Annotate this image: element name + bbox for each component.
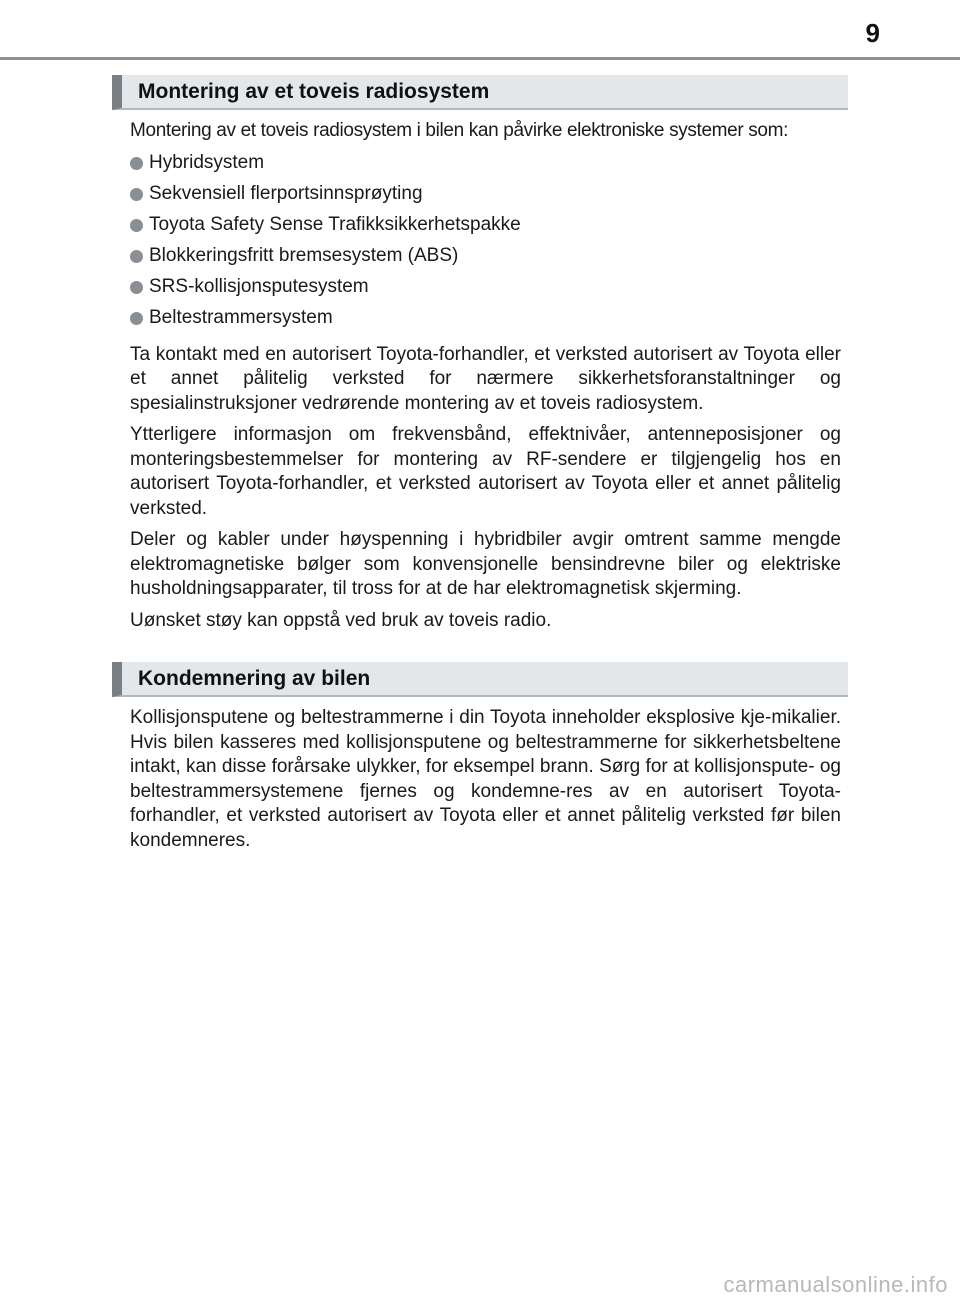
bullet-icon <box>130 219 143 232</box>
intro-paragraph: Montering av et toveis radiosystem i bilen kan påvirke elektroniske systemer som: <box>130 120 789 141</box>
section-title: Montering av et toveis radiosystem <box>138 80 490 103</box>
list-item: Blokkeringsfritt bremsesystem (ABS) <box>130 244 841 275</box>
body-paragraph: Ytterligere informasjon om frekvensbånd, effektnivåer, antenneposisjoner og monteringsbestemmelser for montering av RF-sendere er tilgjengelig hos en autorisert Toyota-forhandler, et verksted autorisert av Toyota eller et annet pålitelig verksted. <box>130 424 841 519</box>
section-header-toveis-radio <box>112 75 848 110</box>
list-item: Toyota Safety Sense Trafikksikkerhetspakke <box>130 213 841 244</box>
body-paragraph: Ta kontakt med en autorisert Toyota-forhandler, et verksted autorisert av Toyota eller et annet pålitelig verksted for nærmere sikkerhetsforanstaltninger og spesialinstruksjoner vedrørende montering av et toveis radiosystem. <box>130 343 841 414</box>
section-body-kondemnering <box>130 706 841 860</box>
section-title: Kondemnering av bilen <box>138 667 371 690</box>
list-item: SRS-kollisjonsputesystem <box>130 275 841 306</box>
list-item: Sekvensiell flerportsinnsprøyting <box>130 182 841 213</box>
page-number: 9 <box>865 18 880 48</box>
top-divider <box>0 57 960 60</box>
list-item: Hybridsystem <box>130 151 841 182</box>
bullet-icon <box>130 157 143 170</box>
body-paragraph: Kollisjonsputene og beltestrammerne i din Toyota inneholder eksplosive kje-mikalier. Hvis bilen kasseres med kollisjonsputene og beltestrammerne for sikkerhetsbeltene intakt, kan disse forårsake ulykker, for eksempel brann. Sørg for at kollisjonspute- og beltestrammersystemene fjernes og kondemne-res av en autorisert Toyota-forhandler, et verksted autorisert av Toyota eller et annet pålitelig verksted før bilen kondemneres. <box>130 707 841 851</box>
section-header-kondemnering <box>112 662 848 697</box>
bullet-icon <box>130 250 143 263</box>
section-body-toveis-radio <box>130 119 841 640</box>
affected-systems-list <box>130 151 841 337</box>
bullet-icon <box>130 281 143 294</box>
bullet-icon <box>130 312 143 325</box>
list-item: Beltestrammersystem <box>130 306 841 337</box>
body-paragraph: Deler og kabler under høyspenning i hybridbiler avgir omtrent samme mengde elektromagnetiske bølger som konvensjonelle bensindrevne biler og elektriske husholdningsapparater, til tross for at de har elektromagnetisk skjerming. <box>130 529 841 599</box>
watermark-text: carmanualsonline.info <box>723 1272 948 1297</box>
body-paragraph: Uønsket støy kan oppstå ved bruk av toveis radio. <box>130 609 552 631</box>
bullet-icon <box>130 188 143 201</box>
